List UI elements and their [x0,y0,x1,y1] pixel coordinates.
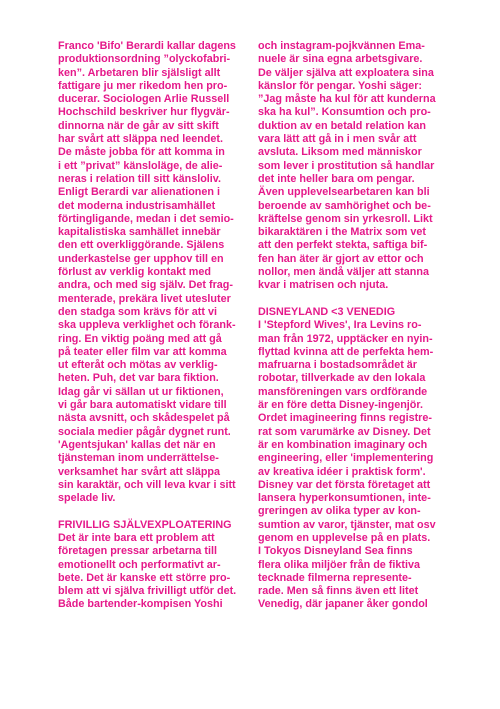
text-line: sin karaktär, och vill leva kvar i sitt [58,478,236,491]
text-line: genom en upplevelse på en plats. [258,531,431,544]
paragraph-spacer [58,505,254,518]
text-line: ut efteråt och mötas av verklig- [58,359,218,372]
text-line: spelade liv. [58,492,116,505]
text-line: De måste jobba för att komma in [58,146,225,159]
text-line: man från 1972, upptäcker en nyin- [258,332,433,345]
text-line: ring. En viktig poäng med att gå [58,332,222,345]
text-line: nästa avsnitt, och skådespelet på [58,412,230,425]
text-line: att den perfekt stekta, saftiga bif- [258,239,428,252]
text-line: bikaraktären i the Matrix som vet [258,226,427,239]
text-line: dinnorna när de går av sitt skift [58,119,219,132]
text-line: rat som varumärke av Disney. Det [258,425,431,438]
text-line: förlust av verklig kontakt med [58,266,212,279]
text-line: det moderna industrisamhället [58,199,216,212]
section-heading: FRIVILLIG SJÄLVEXPLOATERING [58,518,232,531]
text-line: De väljer själva att exploatera sina [258,66,434,79]
text-line: Venedig, där japaner åker gondol [258,598,428,611]
text-line: är en före detta Disney-ingenjör. [258,399,423,412]
text-line: kapitalistiska samhället innebär [58,226,221,239]
text-line: mansföreningen vars ordförande [258,385,428,398]
text-line: känslor för pengar. Yoshi säger: [258,79,423,92]
text-line: är en kombination imaginary och [258,438,428,451]
text-line: Hochschild beskriver hur flygvär- [58,106,230,119]
text-line: verksamhet har svårt att släppa [58,465,221,478]
text-line: andra, och med sig själv. Det frag- [58,279,233,292]
text-line: sociala medier pågår dygnet runt. [58,425,231,438]
text-line: menterade, prekära livet utesluter [58,292,231,305]
text-line: ”Jag måste ha kul för att kunderna [258,93,436,106]
text-line: lansera hyperkonsumtionen, inte- [258,492,431,505]
text-line: Det är inte bara ett problem att [58,531,215,544]
text-line: mafruarna i bostadsområdet är [258,359,418,372]
text-line: Franco 'Bifo' Berardi kallar dagens [58,40,236,52]
text-line: Ordet imagineering finns registre- [258,412,432,425]
text-line: produktionsordning ”olyckofabri- [58,53,231,66]
text-line: engineering, eller 'implementering [258,452,434,465]
text-line: Enligt Berardi var alienationen i [58,186,220,199]
text-line: på teater eller film var att komma [58,345,227,358]
text-line: neras i relation till sitt känsloliv. [58,172,222,185]
text-line: har svårt att släppa ned leendet. [58,133,224,146]
text-line: ska ha kul”. Konsumtion och pro- [258,106,431,119]
text-line: nollor, men ändå väljer att stanna [258,266,429,279]
text-line: i ett ”privat” känsloläge, de alie- [58,159,223,172]
text-line: duktion av en betald relation kan [258,119,426,132]
paragraph-spacer [258,293,454,306]
text-line: greringen av olika typer av kon- [258,505,421,518]
text-line: vara lätt att gå in i men svår att [258,133,417,146]
text-line: av kreativa idéer i praktisk form'. [258,465,426,478]
text-line: fattigare ju mer rikedom hen pro- [58,79,228,92]
section-heading: DISNEYLAND <3 VENEDIG [258,305,396,318]
text-line: ducerar. Sociologen Arlie Russell [58,93,230,106]
text-line: fen han äter är gjort av ettor och [258,252,424,265]
left-text-column [58,40,254,612]
text-line: nuele är sina egna arbetsgivare. [258,53,423,66]
text-line: ska uppleva verklighet och förank- [58,319,236,332]
text-line: flyttad kvinna att de perfekta hem- [258,345,434,358]
text-line: heten. Puh, det var bara fiktion. [58,372,219,385]
text-line: kräftelse genom sin yrkesroll. Likt [258,212,433,225]
text-line: Disney var det första företaget att [258,478,431,491]
text-line: Både bartender-kompisen Yoshi [58,598,223,611]
text-line: avsluta. Liksom med människor [258,146,422,159]
text-line: flera olika miljöer från de fiktiva [258,558,421,571]
text-line: rade. Men så finns även ett litet [258,585,419,598]
text-line: beroende av samhörighet och be- [258,199,431,212]
text-line: som lever i prostitution så handlar [258,159,435,172]
right-text-column [258,40,454,612]
text-line: och instagram-pojkvännen Ema- [258,40,425,52]
text-line: blem att vi själva frivilligt utför det. [58,585,237,598]
text-line: den stadga som krävs för att vi [58,305,218,318]
text-line: ken”. Arbetaren blir själsligt allt [58,66,221,79]
text-line: underkastelse ger upphov till en [58,252,224,265]
text-line: robotar, tillverkade av den lokala [258,372,426,385]
text-line: det inte heller bara om pengar. [258,172,415,185]
text-line: tjänsteman inom underrättelse- [58,452,219,465]
text-line: emotionellt och performativt ar- [58,558,221,571]
text-line: Idag går vi sällan ut ur fiktionen, [58,385,224,398]
text-line: kvar i matrisen och njuta. [258,279,389,292]
text-line: I Tokyos Disneyland Sea finns [258,545,413,558]
text-line: Även upplevelsearbetaren kan bli [258,186,430,199]
text-line: sumtion av varor, tjänster, mat osv [258,518,436,531]
text-line: I 'Stepford Wives', Ira Levins ro- [258,319,422,332]
text-line: vi går bara automatiskt vidare till [58,399,227,412]
text-line: tecknade filmerna represente- [258,571,412,584]
text-line: 'Agentsjukan' kallas det när en [58,438,216,451]
text-line: företagen pressar arbetarna till [58,545,218,558]
text-line: bete. Det är kanske ett större pro- [58,571,231,584]
text-line: förtingligande, medan i det semio- [58,212,234,225]
text-line: den ett overkliggörande. Själens [58,239,225,252]
